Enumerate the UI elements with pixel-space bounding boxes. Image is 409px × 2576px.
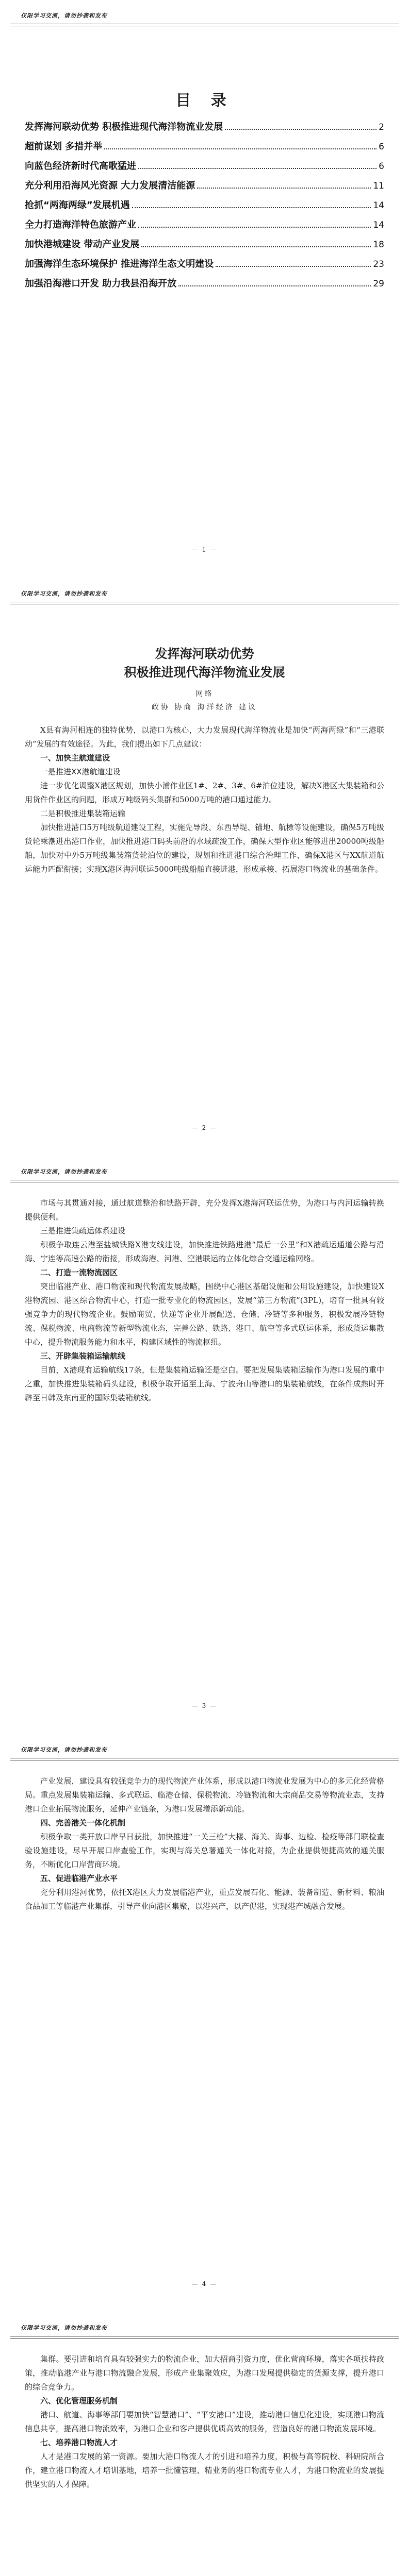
section-heading: 七、培养港口物流人才 [40, 2438, 118, 2447]
toc-entry[interactable] [25, 217, 384, 237]
paragraph: 产业发展，建设具有较强竞争力的现代物流产业体系，形成以港口物流业发展为中心的多元化经营格局。重点发展集装箱运输、多式联运、临港仓储、保税物流、冷链物流和大宗商品交易等物流业态，支持港口企业拓展物流服务，延伸产业链条，为港口发展增添新动能。 [25, 1776, 384, 1814]
article-body [25, 2352, 384, 2492]
page-2 [0, 578, 409, 1156]
toc-leader-dots [197, 188, 371, 189]
header-tag: 仅限学习交流，请勿抄袭和发布 [21, 2325, 107, 2331]
page-number: — 1 — [191, 546, 218, 553]
page-number: — 2 — [191, 1124, 218, 1131]
toc-entry-page: 6 [379, 161, 384, 172]
toc-leader-dots [216, 266, 371, 267]
toc-entry-page: 11 [373, 181, 384, 191]
toc-entry-title: 加强沿海港口开发 助力我县沿海开放 [25, 278, 177, 289]
toc-entry[interactable] [25, 120, 384, 139]
paragraph: 突出临港产业、港口物流和现代物流发展战略，围绕中心港区基础设施和公用设施建设，加快建设X港物流园、港区综合物流中心，打造一批专业化的物流园区，发展“第三方物流”(3PL)，培育一批具有较强竞争力的现代物流企业。鼓励商贸、快递等企业开展配送、仓储、冷链等多种服务，积极发展冷链物流、保税物流、电商物流等新型物流业态，完善公路、铁路、港口、航空等多式联运体系，形成货运集散中心，提升物流服务能力和水平，构建区域性的物流枢纽。 [25, 1282, 384, 1347]
paragraph: 积极争取一类开放口岸早日获批，加快推进“一关三检”大楼、海关、海事、边检、检疫等部门联检查验设施建设，尽早开展口岸查验工作，实现与海关总署通关一体化对接，为企业提供便捷高效的通关服务，不断优化口岸营商环境。 [25, 1832, 384, 1869]
toc-entry-title: 向蓝色经济新时代高歌猛进 [25, 161, 136, 172]
toc-entry-title: 超前谋划 多措并举 [25, 141, 103, 152]
paragraph: 人才是港口发展的第一资源。要加大港口物流人才的引进和培养力度，积极与高等院校、科研院所合作，建立港口物流人才培训基地，培养一批懂管理、精业务的港口物流专业人才，为港口物流业的发展提供坚实的人才保障。 [25, 2452, 384, 2489]
toc-entry-page: 29 [373, 279, 384, 289]
page-4 [0, 1734, 409, 2312]
toc-entry-title: 加强海洋生态环境保护 推进海洋生态文明建设 [25, 259, 214, 269]
toc-leader-dots [104, 148, 377, 149]
article-body [25, 723, 384, 876]
toc-entry-page: 23 [373, 259, 384, 269]
page-3 [0, 1156, 409, 1734]
paragraph: 目前，X港现有运输航线17条，但是集装箱运输还是空白。要把发展集装箱运输作为港口发展的重中之重，加快推进集装箱码头建设，积极争取开通至上海、宁波舟山等港口的集装箱航线，在条件成熟时开辟至日韩及东南亚的国际集装箱航线。 [25, 1365, 384, 1402]
page-number: — 4 — [191, 2280, 218, 2287]
paragraph: 集群。要引进和培育具有较强实力的物流企业，加大招商引资力度，优化营商环境，落实各项扶持政策，推动临港产业与港口物流融合发展，形成产业集聚效应，为港口发展提供稳定的货源支撑，提升港口的综合竞争力。 [25, 2354, 384, 2392]
paragraph: 市场与其贯通对接，通过航道整治和铁路开辟，充分发挥X港海河联运优势，为港口与内河运输转换提供便利。 [25, 1198, 384, 1222]
page-5 [0, 2312, 409, 2576]
toc-entry-title: 抢抓“两海两绿”发展机遇 [25, 200, 130, 211]
header-tag: 仅限学习交流，请勿抄袭和发布 [21, 1168, 107, 1175]
toc-entry[interactable] [25, 178, 384, 198]
toc-entry-page: 14 [373, 220, 384, 230]
toc-entry-page: 18 [373, 240, 384, 250]
section-heading: 六、优化管理服务机制 [40, 2396, 118, 2405]
page-number: — 3 — [191, 1702, 218, 1709]
header-tag: 仅限学习交流，请勿抄袭和发布 [21, 590, 107, 597]
paragraph: 充分利用港河优势，依托X港区大力发展临港产业，重点发展石化、能源、装备制造、新材料、粮油食品加工等临港产业集群，引导产业向港区集聚，以港兴产，以产促港，实现港产城融合发展。 [25, 1888, 384, 1911]
article-title-line-1: 发挥海河联动优势 [155, 647, 254, 661]
header-tag: 仅限学习交流，请勿抄袭和发布 [21, 12, 107, 19]
toc-list [25, 120, 384, 296]
toc-entry-title: 充分利用沿海风光资源 大力发展清洁能源 [25, 180, 195, 191]
paragraph: 进一步优化调整X港区规划，加快小浦作业区1#、2#、3#、6#泊位建设，解决X港区大集装箱和公用货件作业区的问题，形成万吨级码头集群和5000万吨的港口通过能力。 [25, 781, 384, 804]
article-body [25, 1774, 384, 1913]
header-tag: 仅限学习交流，请勿抄袭和发布 [21, 1747, 107, 1753]
article-author: 网络 [195, 690, 214, 698]
paragraph: 港口、航道、海事等部门要加快“智慧港口”、“平安港口”建设，推动港口信息化建设，实现港口物流信息共享，提高港口物流效率，为港口企业和客户提供优质高效的服务，营造良好的港口物流发展环境。 [25, 2410, 384, 2433]
paragraph: X县有海河相连的独特优势，以港口为核心，大力发展现代海洋物流业是加快“两海两绿”和“三港联动”发展的有效途径。为此，我们提出如下几点建议： [25, 725, 384, 749]
toc-leader-dots [132, 207, 371, 208]
section-heading: 三、开辟集装箱运输航线 [40, 1351, 126, 1361]
paragraph: 积极争取连云港至盐城铁路X港支线建设，加快推进铁路进港“最后一公里”和X港疏运通道公路与沿海、宁连等高速公路的衔接，形成海港、河港、空港联运的立体化综合交通运输网络。 [25, 1240, 384, 1263]
toc-entry[interactable] [25, 257, 384, 276]
toc-entry[interactable] [25, 198, 384, 217]
toc-entry[interactable] [25, 159, 384, 178]
toc-entry[interactable] [25, 276, 384, 296]
toc-leader-dots [138, 227, 371, 228]
toc-entry-page: 6 [379, 142, 384, 152]
toc-entry-title: 发挥海河联动优势 积极推进现代海洋物流业发展 [25, 122, 223, 132]
toc-leader-dots [138, 168, 377, 169]
page-toc [0, 0, 409, 578]
subsection-heading: 一是推进XX港航道建设 [40, 767, 121, 776]
section-heading: 五、促进临港产业水平 [40, 1874, 118, 1883]
toc-leader-dots [141, 246, 371, 247]
subsection-heading: 二是积极推进集装箱运输 [40, 809, 126, 818]
section-heading: 二、打造一流物流园区 [40, 1268, 118, 1277]
article-body [25, 1196, 384, 1405]
paragraph: 加快推进港口5万吨级航道建设工程，实施先导段、东西导堤、锚地、航標等设施建设，确保5万吨级货轮乘潮进出港口作业，加快推进港口码头前沿的水域疏浚工作，确保大型作业区能够进出20000吨级船舶，加快对中外5万吨级集装箱货轮泊位的建设，规划和推进港口综合治理工作，确保X港区与XX航道航运能力匹配衔接；实现X港区海河联运5000吨级船舶直接进港，形成承接、拓展港口物流业的基础条件。 [25, 823, 384, 874]
toc-entry[interactable] [25, 237, 384, 257]
section-heading: 一、加快主航道建设 [40, 753, 110, 762]
section-heading: 四、完善港关一体化机制 [40, 1818, 126, 1827]
article-title-line-2: 积极推进现代海洋物流业发展 [124, 665, 285, 680]
toc-entry-page: 14 [373, 200, 384, 211]
toc-leader-dots [225, 129, 377, 130]
subsection-heading: 三是推进集疏运体系建设 [40, 1226, 126, 1235]
toc-entry[interactable] [25, 139, 384, 159]
toc-entry-title: 加快港城建设 带动产业发展 [25, 239, 140, 250]
toc-title: 目 录 [175, 92, 234, 110]
article-keywords: 政协 协商 海洋经济 建议 [151, 703, 258, 711]
toc-leader-dots [178, 285, 371, 286]
toc-entry-title: 全力打造海洋特色旅游产业 [25, 219, 136, 230]
toc-entry-page: 2 [379, 122, 384, 132]
